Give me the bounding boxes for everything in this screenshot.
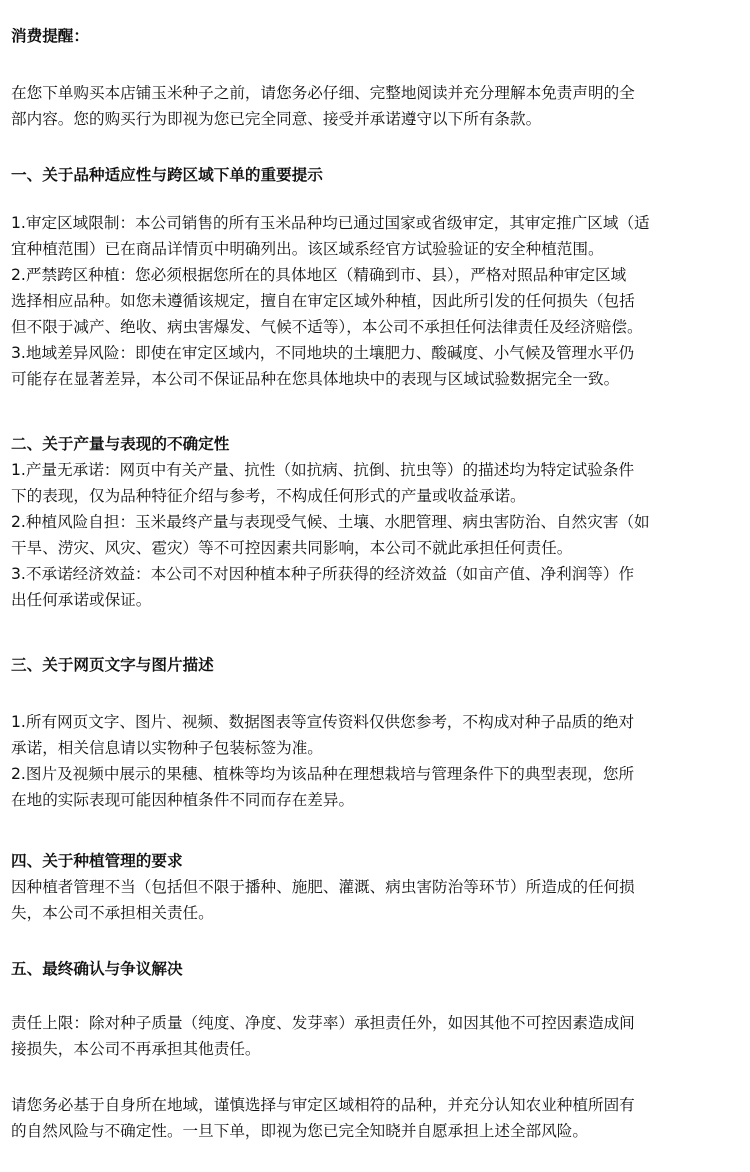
section-4-line: 因种植者管理不当（包括但不限于播种、施肥、灌溉、病虫害防治等环节）所造成的任何损 bbox=[11, 878, 635, 896]
section-4-heading: 四、关于种植管理的要求 bbox=[11, 852, 183, 870]
section-2-line: 1.产量无承诺：网页中有关产量、抗性（如抗病、抗倒、抗虫等）的描述均为特定试验条件 bbox=[11, 461, 635, 479]
section-1-heading: 一、关于品种适应性与跨区域下单的重要提示 bbox=[11, 166, 323, 184]
section-1-line: 宜种植范围）已在商品详情页中明确列出。该区域系经官方试验验证的安全种植范围。 bbox=[11, 240, 604, 258]
section-2-line: 出任何承诺或保证。 bbox=[11, 591, 152, 609]
section-1-line: 可能存在显著差异，本公司不保证品种在您具体地块中的表现与区域试验数据完全一致。 bbox=[11, 370, 620, 388]
section-2-line: 下的表现，仅为品种特征介绍与参考，不构成任何形式的产量或收益承诺。 bbox=[11, 487, 526, 505]
section-2-line: 2.种植风险自担：玉米最终产量与表现受气候、土壤、水肥管理、病虫害防治、自然灾害（如 bbox=[11, 513, 650, 531]
section-2-line: 干旱、涝灾、风灾、雹灾）等不可控因素共同影响，本公司不就此承担任何责任。 bbox=[11, 539, 573, 557]
closing-line: 的自然风险与不确定性。一旦下单，即视为您已完全知晓并自愿承担上述全部风险。 bbox=[11, 1122, 588, 1140]
section-4-line: 失，本公司不承担相关责任。 bbox=[11, 904, 214, 922]
section-1-line: 3.地域差异风险：即使在审定区域内，不同地块的土壤肥力、酸碱度、小气候及管理水平仍 bbox=[11, 344, 635, 362]
section-3-line: 1.所有网页文字、图片、视频、数据图表等宣传资料仅供您参考，不构成对种子品质的绝对 bbox=[11, 713, 635, 731]
section-1-line: 2.严禁跨区种植：您必须根据您所在的具体地区（精确到市、县），严格对照品种审定区域 bbox=[11, 266, 627, 284]
section-1-line: 但不限于减产、绝收、病虫害爆发、气候不适等），本公司不承担任何法律责任及经济赔偿。 bbox=[11, 318, 643, 336]
section-5-heading: 五、最终确认与争议解决 bbox=[11, 960, 183, 978]
notice-title: 消费提醒： bbox=[11, 27, 89, 45]
section-3-line: 承诺，相关信息请以实物种子包装标签为准。 bbox=[11, 739, 323, 757]
section-2-line: 3.不承诺经济效益：本公司不对因种植本种子所获得的经济效益（如亩产值、净利润等）作 bbox=[11, 565, 635, 583]
intro-line: 部内容。您的购买行为即视为您已完全同意、接受并承诺遵守以下所有条款。 bbox=[11, 110, 542, 128]
section-5-line: 接损失，本公司不再承担其他责任。 bbox=[11, 1040, 261, 1058]
section-1-line: 选择相应品种。如您未遵循该规定，擅自在审定区域外种植，因此所引发的任何损失（包括 bbox=[11, 292, 635, 310]
section-5-line: 责任上限：除对种子质量（纯度、净度、发芽率）承担责任外，如因其他不可控因素造成间 bbox=[11, 1014, 635, 1032]
section-2-heading: 二、关于产量与表现的不确定性 bbox=[11, 435, 230, 453]
section-3-heading: 三、关于网页文字与图片描述 bbox=[11, 656, 214, 674]
intro-line: 在您下单购买本店铺玉米种子之前，请您务必仔细、完整地阅读并充分理解本免责声明的全 bbox=[11, 84, 635, 102]
section-3-line: 2.图片及视频中展示的果穗、植株等均为该品种在理想栽培与管理条件下的典型表现，您所 bbox=[11, 765, 635, 783]
section-1-line: 1.审定区域限制：本公司销售的所有玉米品种均已通过国家或省级审定，其审定推广区域（适 bbox=[11, 214, 650, 232]
section-3-line: 在地的实际表现可能因种植条件不同而存在差异。 bbox=[11, 791, 355, 809]
closing-line: 请您务必基于自身所在地域，谨慎选择与审定区域相符的品种，并充分认知农业种植所固有 bbox=[11, 1096, 635, 1114]
